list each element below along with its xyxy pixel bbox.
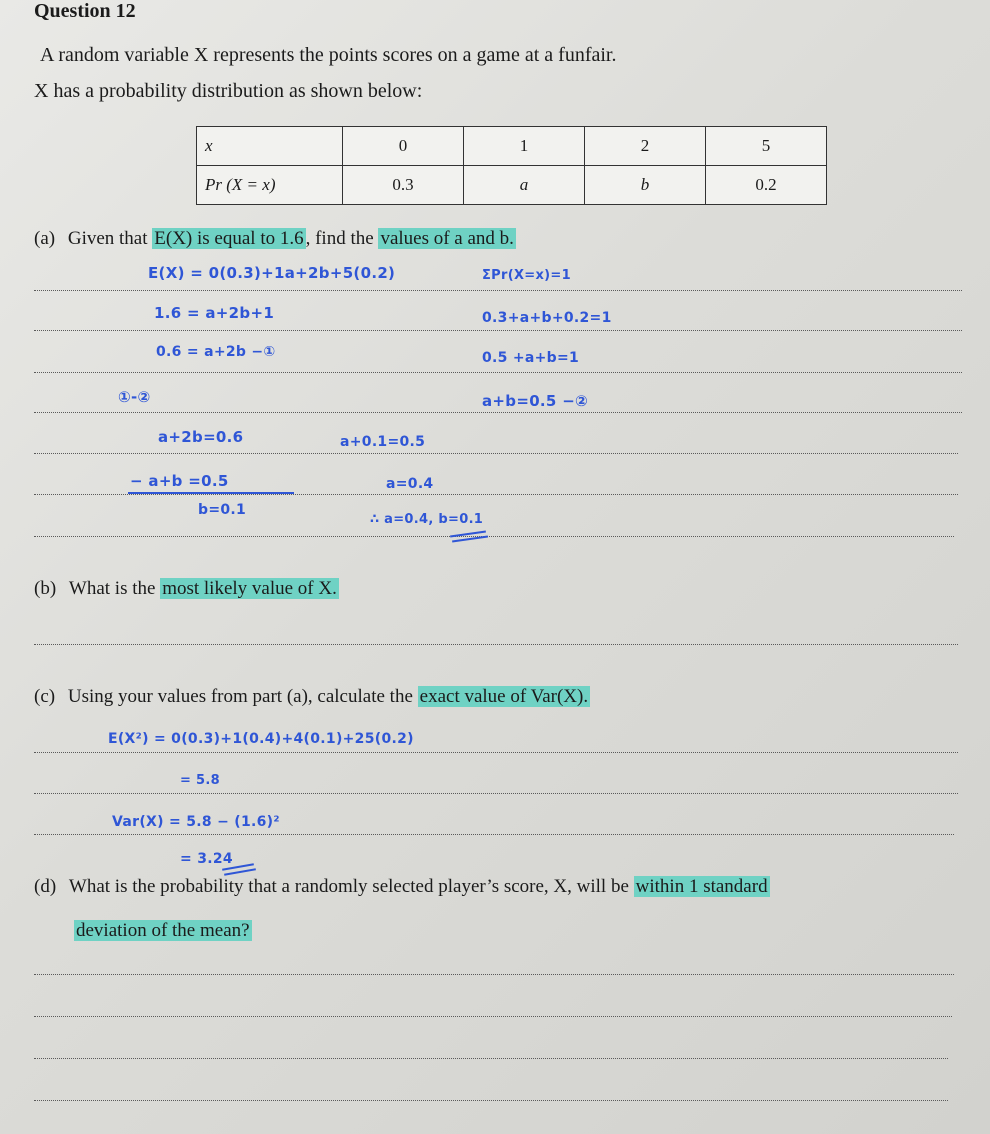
probability-distribution-table	[196, 126, 827, 205]
table-cell-p-0: 0.3	[343, 166, 464, 205]
work-a-line-2-left: 1.6 = a+2b+1	[154, 304, 275, 322]
answer-line	[34, 834, 954, 835]
answer-line	[34, 752, 958, 753]
table-row-x	[197, 127, 827, 166]
subtraction-underline	[128, 492, 294, 494]
part-d-highlight-2: deviation of the mean?	[76, 920, 250, 941]
table-row-probability	[197, 166, 827, 205]
work-c-line-2: = 5.8	[180, 773, 220, 788]
question-title: Question 12	[34, 0, 136, 22]
work-a-line-4-left: ①-②	[118, 388, 151, 406]
stem-line-2: X has a probability distribution as shown below:	[34, 80, 423, 102]
part-a-label: (a)	[34, 228, 56, 249]
part-c-highlight: exact value of Var(X).	[419, 686, 589, 707]
table-header-x: x	[197, 127, 343, 166]
stem-line-1: A random variable X represents the points scores on a game at a funfair.	[40, 44, 617, 66]
work-c-line-1: E(X²) = 0(0.3)+1(0.4)+4(0.1)+25(0.2)	[108, 731, 414, 747]
answer-line	[34, 1016, 952, 1017]
answer-line	[34, 412, 962, 413]
table-cell-x-3: 5	[706, 127, 827, 166]
table-cell-p-2: b	[585, 166, 706, 205]
work-a-line-1-left: E(X) = 0(0.3)+1a+2b+5(0.2)	[148, 264, 396, 282]
table-header-probability: Pr (X = x)	[197, 166, 343, 205]
answer-line	[34, 974, 954, 975]
work-a-line-5-right: a+0.1=0.5	[340, 434, 426, 450]
part-d-label: (d)	[34, 876, 57, 897]
part-c-question	[34, 686, 590, 708]
part-a-highlight-1: E(X) is equal to 1.6	[154, 228, 304, 249]
part-b-highlight: most likely value of X.	[162, 578, 337, 599]
part-a-highlight-2: values of a and b.	[380, 228, 514, 249]
answer-line	[34, 453, 958, 454]
answer-line	[34, 290, 962, 291]
answer-line	[34, 494, 958, 495]
table-cell-x-0: 0	[343, 127, 464, 166]
answer-line	[34, 644, 958, 645]
table-cell-x-2: 2	[585, 127, 706, 166]
work-c-line-3: Var(X) = 5.8 − (1.6)²	[112, 814, 280, 830]
work-a-line-1-right: ΣPr(X=x)=1	[482, 268, 571, 283]
work-a-line-2-right: 0.3+a+b+0.2=1	[482, 310, 612, 326]
work-a-line-5-left: a+2b=0.6	[158, 428, 244, 446]
work-a-line-6-right: a=0.4	[386, 476, 434, 492]
part-c-label: (c)	[34, 686, 56, 707]
table-cell-p-3: 0.2	[706, 166, 827, 205]
part-b-question	[34, 578, 339, 600]
part-c-text: Using your values from part (a), calculate the	[67, 686, 418, 707]
table-cell-p-1: a	[464, 166, 585, 205]
part-d-question	[34, 876, 770, 898]
answer-line	[34, 1058, 948, 1059]
part-d-question-line-2	[74, 920, 252, 942]
part-d-highlight: within 1 standard	[635, 876, 768, 897]
work-a-line-7-left: b=0.1	[198, 502, 247, 518]
work-a-line-4-right: a+b=0.5 −②	[482, 392, 589, 410]
work-c-line-4: = 3.24	[180, 851, 233, 867]
work-a-line-3-right: 0.5 +a+b=1	[482, 350, 580, 366]
part-a-question	[34, 228, 516, 250]
answer-line	[34, 793, 958, 794]
answer-line	[34, 330, 962, 331]
part-b-label: (b)	[34, 578, 57, 599]
table-cell-x-1: 1	[464, 127, 585, 166]
part-a-text: Given that	[67, 228, 153, 249]
part-a-text-mid: , find the	[305, 228, 379, 249]
answer-line	[34, 1100, 948, 1101]
part-b-text: What is the	[68, 578, 161, 599]
part-d-text: What is the probability that a randomly selected player’s score, X, will be	[68, 876, 629, 897]
work-a-line-3-left: 0.6 = a+2b −①	[156, 344, 276, 360]
work-a-line-7-right: ∴ a=0.4, b=0.1	[370, 512, 484, 527]
answer-line	[34, 536, 954, 537]
work-a-line-6-left: − a+b =0.5	[130, 472, 229, 490]
answer-line	[34, 372, 962, 373]
